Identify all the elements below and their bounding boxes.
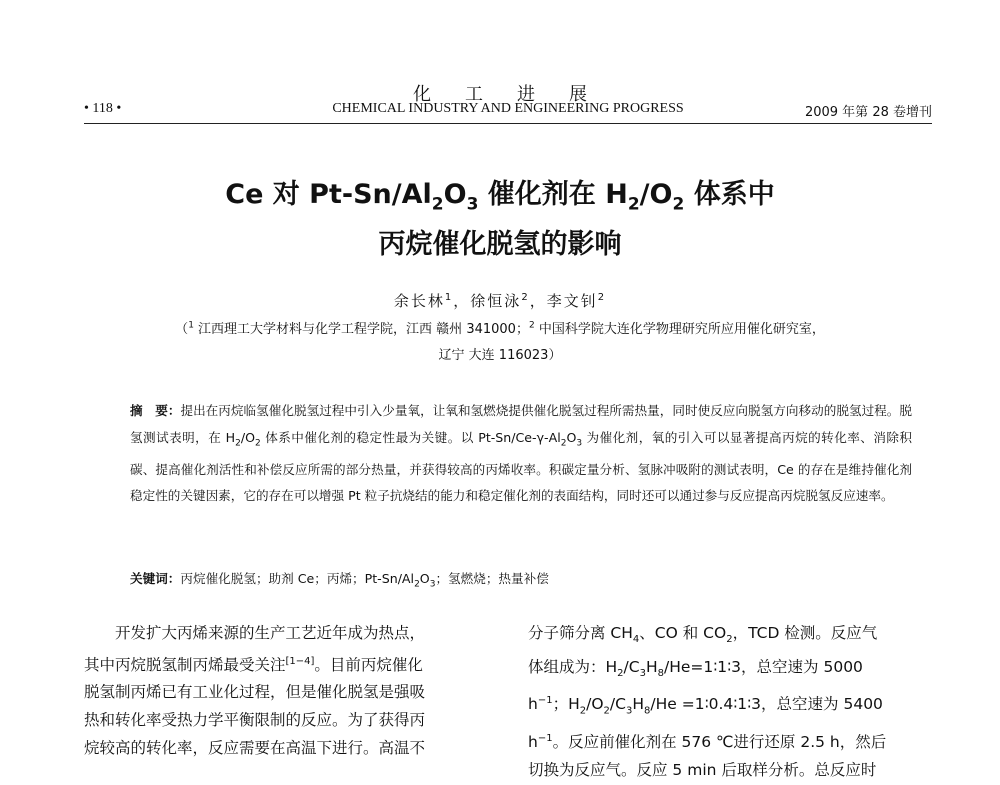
issue-info: 2009 年第 28 卷增刊 [804,105,932,120]
body-line: $h^{-1}$；$H_2/O_2/C_3H_8/He$ =1∶0.4∶1∶3，总空速为 5400 [528,695,883,717]
abstract: 摘 要：提出在丙烷临氢催化脱氢过程中引入少量氧，让氧和氢燃烧提供催化脱氢过程所需热量，同时使反应向脱氢方向移动的脱氢过程。脱氢测试表明，在 $H_2/O_2$ 体系中催化剂的稳定性最为关键。以 $Pt-Sn/Ce-\gamma-Al_2O_3$ 为催化剂，氧的引入可以显著提高丙烷的转化率、消除积碳、提高催化剂活性和补偿反应所需的部分热量，并获得较高的丙烯收率。积碳定量分析、氢脉冲吸附的测试表明，Ce 的存在是维持催化剂稳定性的关键因素，它的存在可以增强 Pt 粒子抗烧结的能力和稳定催化剂的表面结构，同时还可以通过参与反应提高丙烷脱氢反应速率。 [130,403,913,504]
body-column-left [84,620,486,762]
body-line: 体组成为：$H_2/C_3H_8/He=1∶1∶3$，总空速为 5000 [528,657,863,679]
running-header [84,101,932,123]
keywords-label: 关键词： [130,571,181,586]
body-line: 分子筛分离 $CH_4$、CO 和 $CO_2$，TCD 检测。反应气 [528,624,878,646]
paper-title-line-2: 丙烷催化脱氢的影响 [378,229,622,260]
page-number: • 118 • [84,101,122,116]
paper-title-line-1: Ce 对 $Pt-Sn/Al_2O_3$ 催化剂在 $H_2/O_2$ 体系中 [225,179,775,215]
body-line: 其中丙烷脱氢制丙烯最受关注[1−4]。目前丙烷催化 [84,655,423,674]
affiliation-line-2: 辽宁 大连 116023） [438,348,562,363]
abstract-label: 摘 要： [130,403,181,418]
journal-name-chinese: 化工进展 [413,84,621,105]
author-list: 余长林$^1$，徐恒泳$^2$，李文钊$^2$ [393,292,607,310]
journal-name-english: CHEMICAL INDUSTRY AND ENGINEERING PROGRESS [332,101,684,116]
body-line: $h^{-1}$。反应前催化剂在 576 ℃进行还原 2.5 h，然后 [528,733,887,752]
header-rule [84,123,932,124]
body-line: 切换为反应气。反应 5 min 后取样分析。总反应时 [528,760,877,779]
keywords: 关键词：丙烷催化脱氢；助剂 Ce；丙烯；$Pt-Sn/Al_2O_3$；氢燃烧；热量补偿 [130,571,549,590]
body-line: 开发扩大丙烯来源的生产工艺近年成为热点， [84,624,426,642]
affiliation-line-1: （$^1$ 江西理工大学材料与化学工程学院，江西 赣州 341000；$^2$ 中国科学院大连化学物理研究所应用催化研究室， [175,320,825,337]
citation: [1−4] [285,655,315,667]
body-line: 烷较高的转化率，反应需要在高温下进行。高温不 [84,738,426,757]
body-line: 热和转化率受热力学平衡限制的反应。为了获得丙 [84,710,426,729]
body-line: 脱氢制丙烯已有工业化过程，但是催化脱氢是强吸 [84,683,426,702]
